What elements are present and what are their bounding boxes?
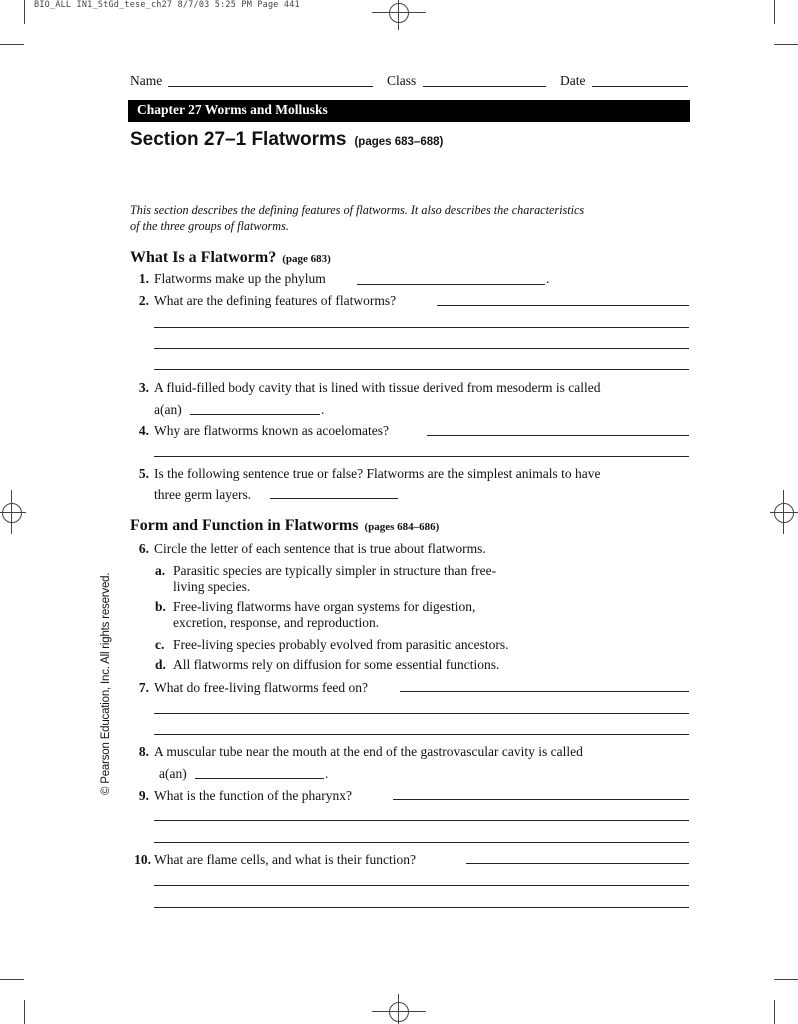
- section-title-text: Section 27–1 Flatworms: [130, 129, 347, 150]
- q8-text: A muscular tube near the mouth at the end of the gastrovascular cavity is called: [154, 744, 583, 759]
- copyright-notice: © Pearson Education, Inc. All rights reserved.: [100, 572, 112, 795]
- q8-number: 8.: [138, 744, 149, 759]
- q7-answer-line-2[interactable]: [154, 713, 689, 714]
- q3-period: .: [321, 402, 325, 417]
- registration-mark-right-h: [770, 512, 798, 513]
- crop-mark-bottom-right-v: [774, 1000, 775, 1024]
- chapter-title: Chapter 27 Worms and Mollusks: [137, 102, 328, 117]
- crop-mark-top-right-v: [774, 0, 775, 24]
- q1-number: 1.: [138, 271, 149, 286]
- class-blank[interactable]: [423, 86, 546, 87]
- crop-mark-top-left-v: [24, 0, 25, 24]
- q6-option-a-letter[interactable]: a.: [155, 563, 166, 578]
- registration-mark-top: [389, 3, 409, 23]
- section-title: [130, 129, 443, 151]
- registration-mark-left-h: [0, 512, 26, 513]
- part1-heading: [130, 249, 331, 267]
- registration-mark-bottom-v: [398, 994, 399, 1024]
- q5-text: Is the following sentence true or false? Flatworms are the simplest animals to have: [154, 466, 601, 481]
- q4-answer-line-1[interactable]: [427, 435, 689, 436]
- registration-mark-bottom: [389, 1002, 409, 1022]
- crop-mark-top-right: [774, 44, 798, 45]
- q9-answer-line-3[interactable]: [154, 842, 689, 843]
- q3-number: 3.: [138, 380, 149, 395]
- q8-period: .: [325, 766, 329, 781]
- q6-text: Circle the letter of each sentence that is true about flatworms.: [154, 541, 486, 556]
- q4-number: 4.: [138, 423, 149, 438]
- registration-mark-top-v: [398, 0, 399, 30]
- q6-option-d-text: All flatworms rely on diffusion for some essential functions.: [173, 657, 500, 672]
- crop-mark-bottom-right: [774, 979, 798, 980]
- q7-answer-line-1[interactable]: [400, 691, 689, 692]
- q9-text: What is the function of the pharynx?: [154, 788, 352, 803]
- crop-mark-bottom-left: [0, 979, 24, 980]
- registration-mark-right: [774, 503, 794, 523]
- q6-option-a-text: Parasitic species are typically simpler in structure than free-: [173, 563, 497, 578]
- q10-answer-line-1[interactable]: [466, 863, 689, 864]
- class-label: Class: [387, 73, 417, 88]
- q6-option-b-letter[interactable]: b.: [155, 599, 166, 614]
- q2-answer-line-1[interactable]: [437, 305, 689, 306]
- q1-text: Flatworms make up the phylum: [154, 271, 326, 286]
- q1-answer-blank[interactable]: [357, 284, 545, 285]
- q7-number: 7.: [138, 680, 149, 695]
- name-blank[interactable]: [168, 86, 373, 87]
- date-blank[interactable]: [592, 86, 688, 87]
- q2-answer-line-2[interactable]: [154, 327, 689, 328]
- registration-mark-right-v: [783, 490, 784, 534]
- q5-text-line2: three germ layers.: [154, 487, 252, 502]
- q10-answer-line-3[interactable]: [154, 907, 689, 908]
- part1-heading-text: What Is a Flatworm?: [130, 249, 277, 266]
- part2-heading: [130, 517, 439, 535]
- q4-answer-line-2[interactable]: [154, 456, 689, 457]
- q2-number: 2.: [138, 293, 149, 308]
- registration-mark-left-v: [11, 490, 12, 534]
- q6-number: 6.: [138, 541, 149, 556]
- q4-text: Why are flatworms known as acoelomates?: [154, 423, 390, 438]
- q6-option-c-letter[interactable]: c.: [155, 637, 165, 652]
- q6-option-b-text: Free-living flatworms have organ systems for digestion,: [173, 599, 476, 614]
- name-label: Name: [130, 73, 163, 88]
- q3-answer-blank[interactable]: [190, 414, 320, 415]
- q8-answer-blank[interactable]: [195, 778, 324, 779]
- q2-text: What are the defining features of flatworms?: [154, 293, 397, 308]
- crop-mark-bottom-left-v: [24, 1000, 25, 1024]
- q2-answer-line-3[interactable]: [154, 348, 689, 349]
- part1-pages: (page 683): [282, 253, 331, 265]
- q10-number: 10.: [134, 852, 151, 867]
- registration-mark-bottom-h: [372, 1011, 426, 1012]
- q9-answer-line-2[interactable]: [154, 820, 689, 821]
- part2-heading-text: Form and Function in Flatworms: [130, 517, 359, 534]
- chapter-bar: [128, 100, 690, 122]
- q9-answer-line-1[interactable]: [393, 799, 689, 800]
- part2-pages: (pages 684–686): [364, 521, 440, 533]
- registration-mark-top-h: [372, 12, 426, 13]
- q6-option-d-letter[interactable]: d.: [155, 657, 166, 672]
- q6-option-a-text-2: living species.: [173, 579, 251, 594]
- section-intro: This section describes the defining features of flatworms. It also describes the characteristics of the three groups of flatworms.: [130, 203, 585, 233]
- crop-mark-top-left: [0, 44, 24, 45]
- q3-text: A fluid-filled body cavity that is lined with tissue derived from mesoderm is called: [154, 380, 601, 395]
- section-pages: (pages 683–688): [354, 136, 444, 148]
- q8-text-line2: a(an): [159, 766, 187, 781]
- q5-answer-blank[interactable]: [270, 498, 398, 499]
- q2-answer-line-4[interactable]: [154, 369, 689, 370]
- q3-text-line2: a(an): [154, 402, 182, 417]
- print-slug: BIO_ALL IN1_StGd_tese_ch27 8/7/03 5:25 PM Page 441: [34, 0, 300, 10]
- q7-text: What do free-living flatworms feed on?: [154, 680, 369, 695]
- q1-period: .: [546, 271, 550, 286]
- q7-answer-line-3[interactable]: [154, 734, 689, 735]
- registration-mark-left: [2, 503, 22, 523]
- q5-number: 5.: [138, 466, 149, 481]
- q6-option-c-text: Free-living species probably evolved from parasitic ancestors.: [173, 637, 509, 652]
- q6-option-b-text-2: excretion, response, and reproduction.: [173, 615, 380, 630]
- q10-answer-line-2[interactable]: [154, 885, 689, 886]
- date-label: Date: [560, 73, 586, 88]
- q10-text: What are flame cells, and what is their function?: [154, 852, 417, 867]
- q9-number: 9.: [138, 788, 149, 803]
